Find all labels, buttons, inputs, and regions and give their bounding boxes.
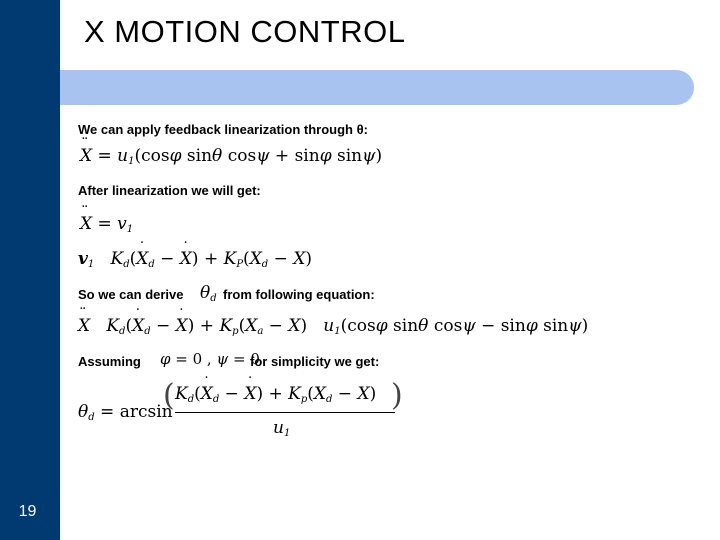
equation-2: ¨ $X = v_1$ [80, 214, 133, 235]
body-line-from-equation: from following equation: [223, 287, 375, 302]
body-line-simplicity: for simplicity we get: [250, 354, 380, 369]
theta-d-symbol: $\theta_d$ [200, 283, 217, 304]
body-line-feedback: We can apply feedback linearization through θ: [78, 122, 368, 137]
assumption-equation: φ = 0 , ψ = 0 [160, 350, 260, 368]
slide-title: X MOTION CONTROL [84, 14, 406, 49]
equation-1: ¨ $X = u_1(\cos\varphi$ sinθ cosψ + sinφ sinψ) [80, 146, 382, 167]
body-line-assuming: Assuming [78, 354, 141, 369]
page-number: 19 [18, 503, 37, 520]
title-bar [60, 70, 694, 105]
equation-4: ¨ X $K_d(˙$ $X_d$ − ˙ $X) + K_p(X_a - X)$ $u_1(\cos\varphi$ sinθ cosψ − sinφ sinψ) [78, 316, 588, 337]
body-line-derive: So we can derive [78, 287, 184, 302]
equation-3: $v_1$ $K_d(˙$ $X_d$ − ˙ $X) + K_P(X_d - X)$ [78, 249, 312, 270]
body-line-linearization: After linearization we will get: [78, 183, 261, 198]
sidebar [0, 0, 60, 540]
equation-5-lhs: $\theta_d = \arcsin$ [78, 402, 173, 423]
